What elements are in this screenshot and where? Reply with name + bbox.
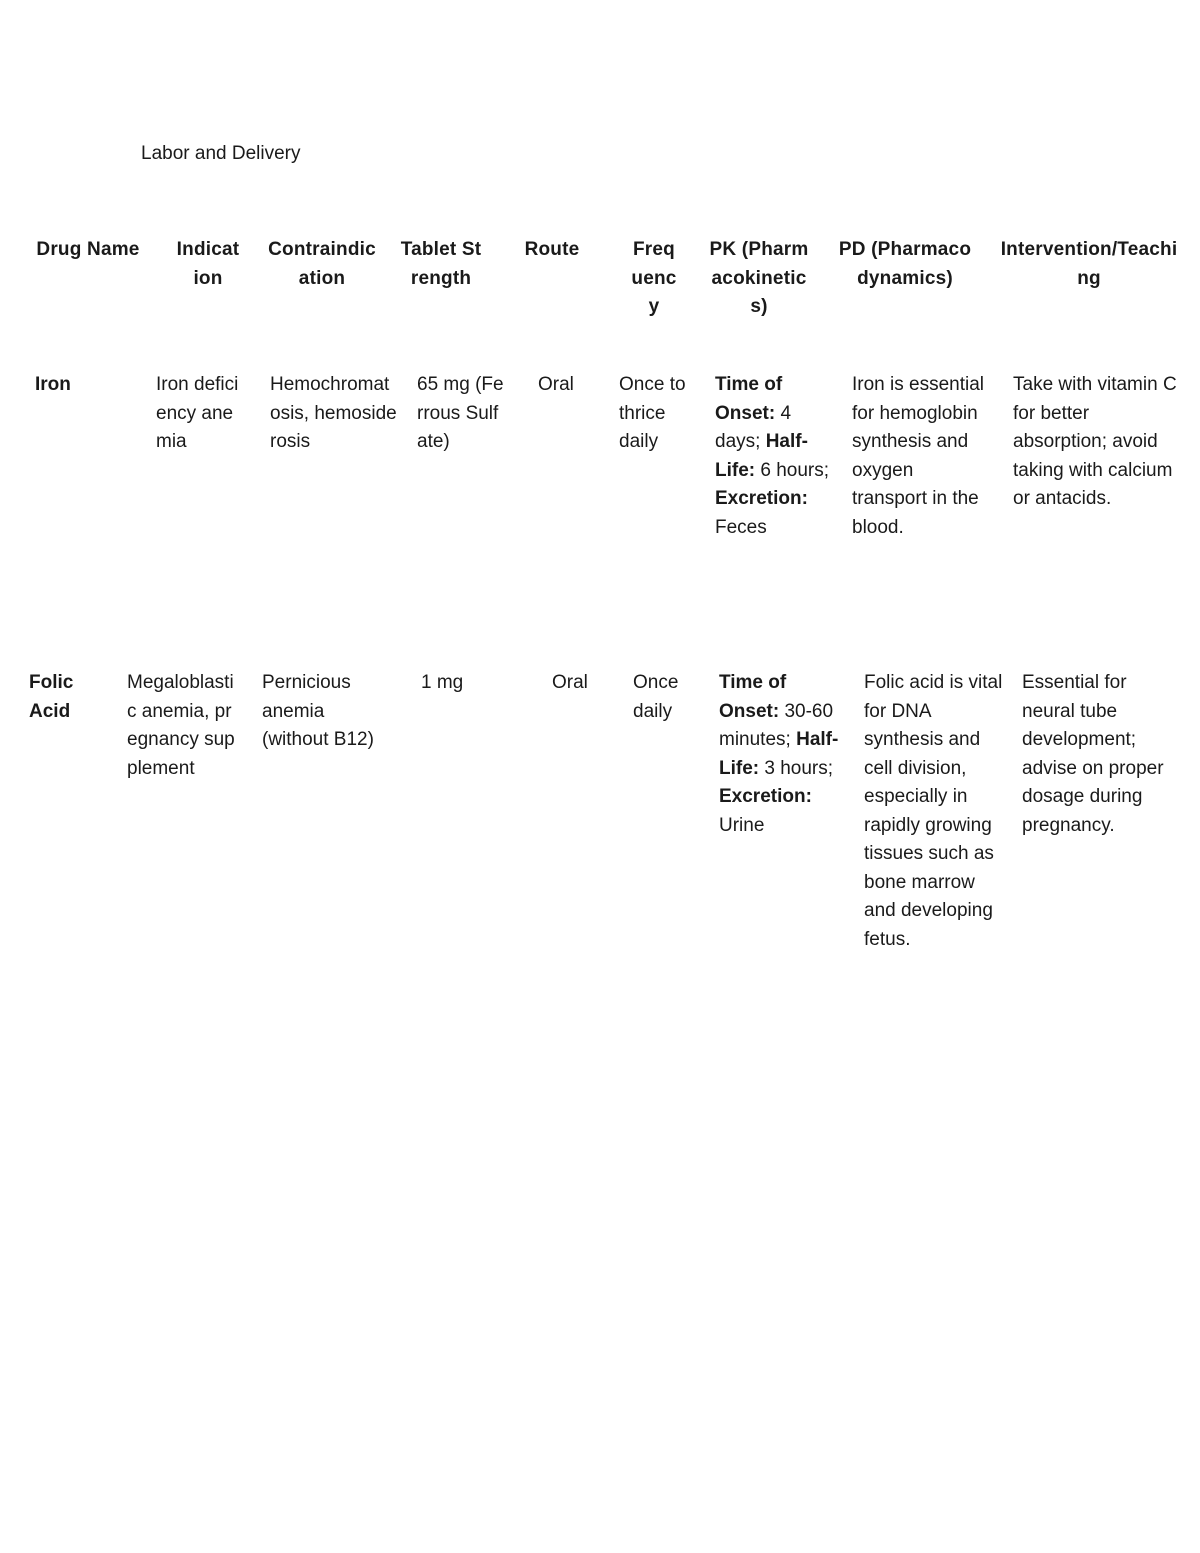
pk-excretion-label: Excretion:	[715, 488, 808, 509]
pk-halflife-label: Half-Life:	[715, 431, 808, 481]
row-frequency: Once to thrice daily	[619, 374, 686, 452]
row-contraindication: Pernicious anemia (without B12)	[262, 672, 374, 750]
header-drug-name: Drug Name	[36, 239, 140, 260]
row-drug-name: Iron	[35, 374, 71, 395]
pk-halflife-value: 3 hours;	[759, 757, 834, 779]
row-pd: Iron is essential for hemoglobin synthesis and oxygen transport in the blood.	[852, 374, 985, 538]
pk-onset-value: 30-60 minutes;	[719, 700, 834, 750]
row-route: Oral	[552, 672, 588, 693]
pk-onset-label: Time of Onset:	[719, 672, 787, 722]
pk-onset-value: 4 days;	[715, 402, 792, 452]
header-pd: PD (Pharmacodynamics)	[838, 239, 972, 289]
header-intervention: Intervention/Teaching	[1000, 239, 1178, 289]
pk-halflife-label: Half-Life:	[719, 729, 839, 779]
row-tablet-strength: 1 mg	[421, 672, 464, 693]
row-contraindication: Hemochromatosis, hemosiderosis	[270, 374, 397, 452]
row-indication: Megaloblastic anemia, pregnancy supplement	[127, 672, 235, 779]
header-tablet-strength: Tablet Strength	[400, 239, 482, 289]
header-indication: Indication	[176, 239, 240, 289]
row-route: Oral	[538, 374, 574, 395]
row-pk	[719, 669, 839, 840]
header-frequency: Frequency	[631, 239, 677, 317]
pk-onset-label: Time of Onset:	[715, 374, 783, 424]
header-pk: PK (Pharmacokinetics)	[709, 239, 809, 317]
page-title: Labor and Delivery	[141, 143, 301, 164]
row-tablet-strength: 65 mg (Ferrous Sulfate)	[417, 374, 504, 452]
row-indication: Iron deficiency anemia	[156, 374, 239, 452]
row-intervention: Take with vitamin C for better absorption; avoid taking with calcium or antacids.	[1013, 374, 1177, 509]
pk-excretion-value: Urine	[719, 814, 765, 836]
pk-excretion-label: Excretion:	[719, 786, 812, 807]
pk-halflife-value: 6 hours;	[755, 459, 830, 481]
pk-excretion-value: Feces	[715, 516, 767, 538]
row-pd: Folic acid is vital for DNA synthesis and cell division, especially in rapidly growing tissues such as bone marrow and developing fetus.	[864, 672, 1003, 950]
header-route: Route	[524, 239, 580, 260]
row-intervention: Essential for neural tube development; advise on proper dosage during pregnancy.	[1022, 672, 1164, 836]
row-pk	[715, 371, 835, 542]
header-contraindication: Contraindication	[268, 239, 376, 289]
row-drug-name: Folic Acid	[29, 672, 74, 722]
row-frequency: Once daily	[633, 672, 679, 722]
